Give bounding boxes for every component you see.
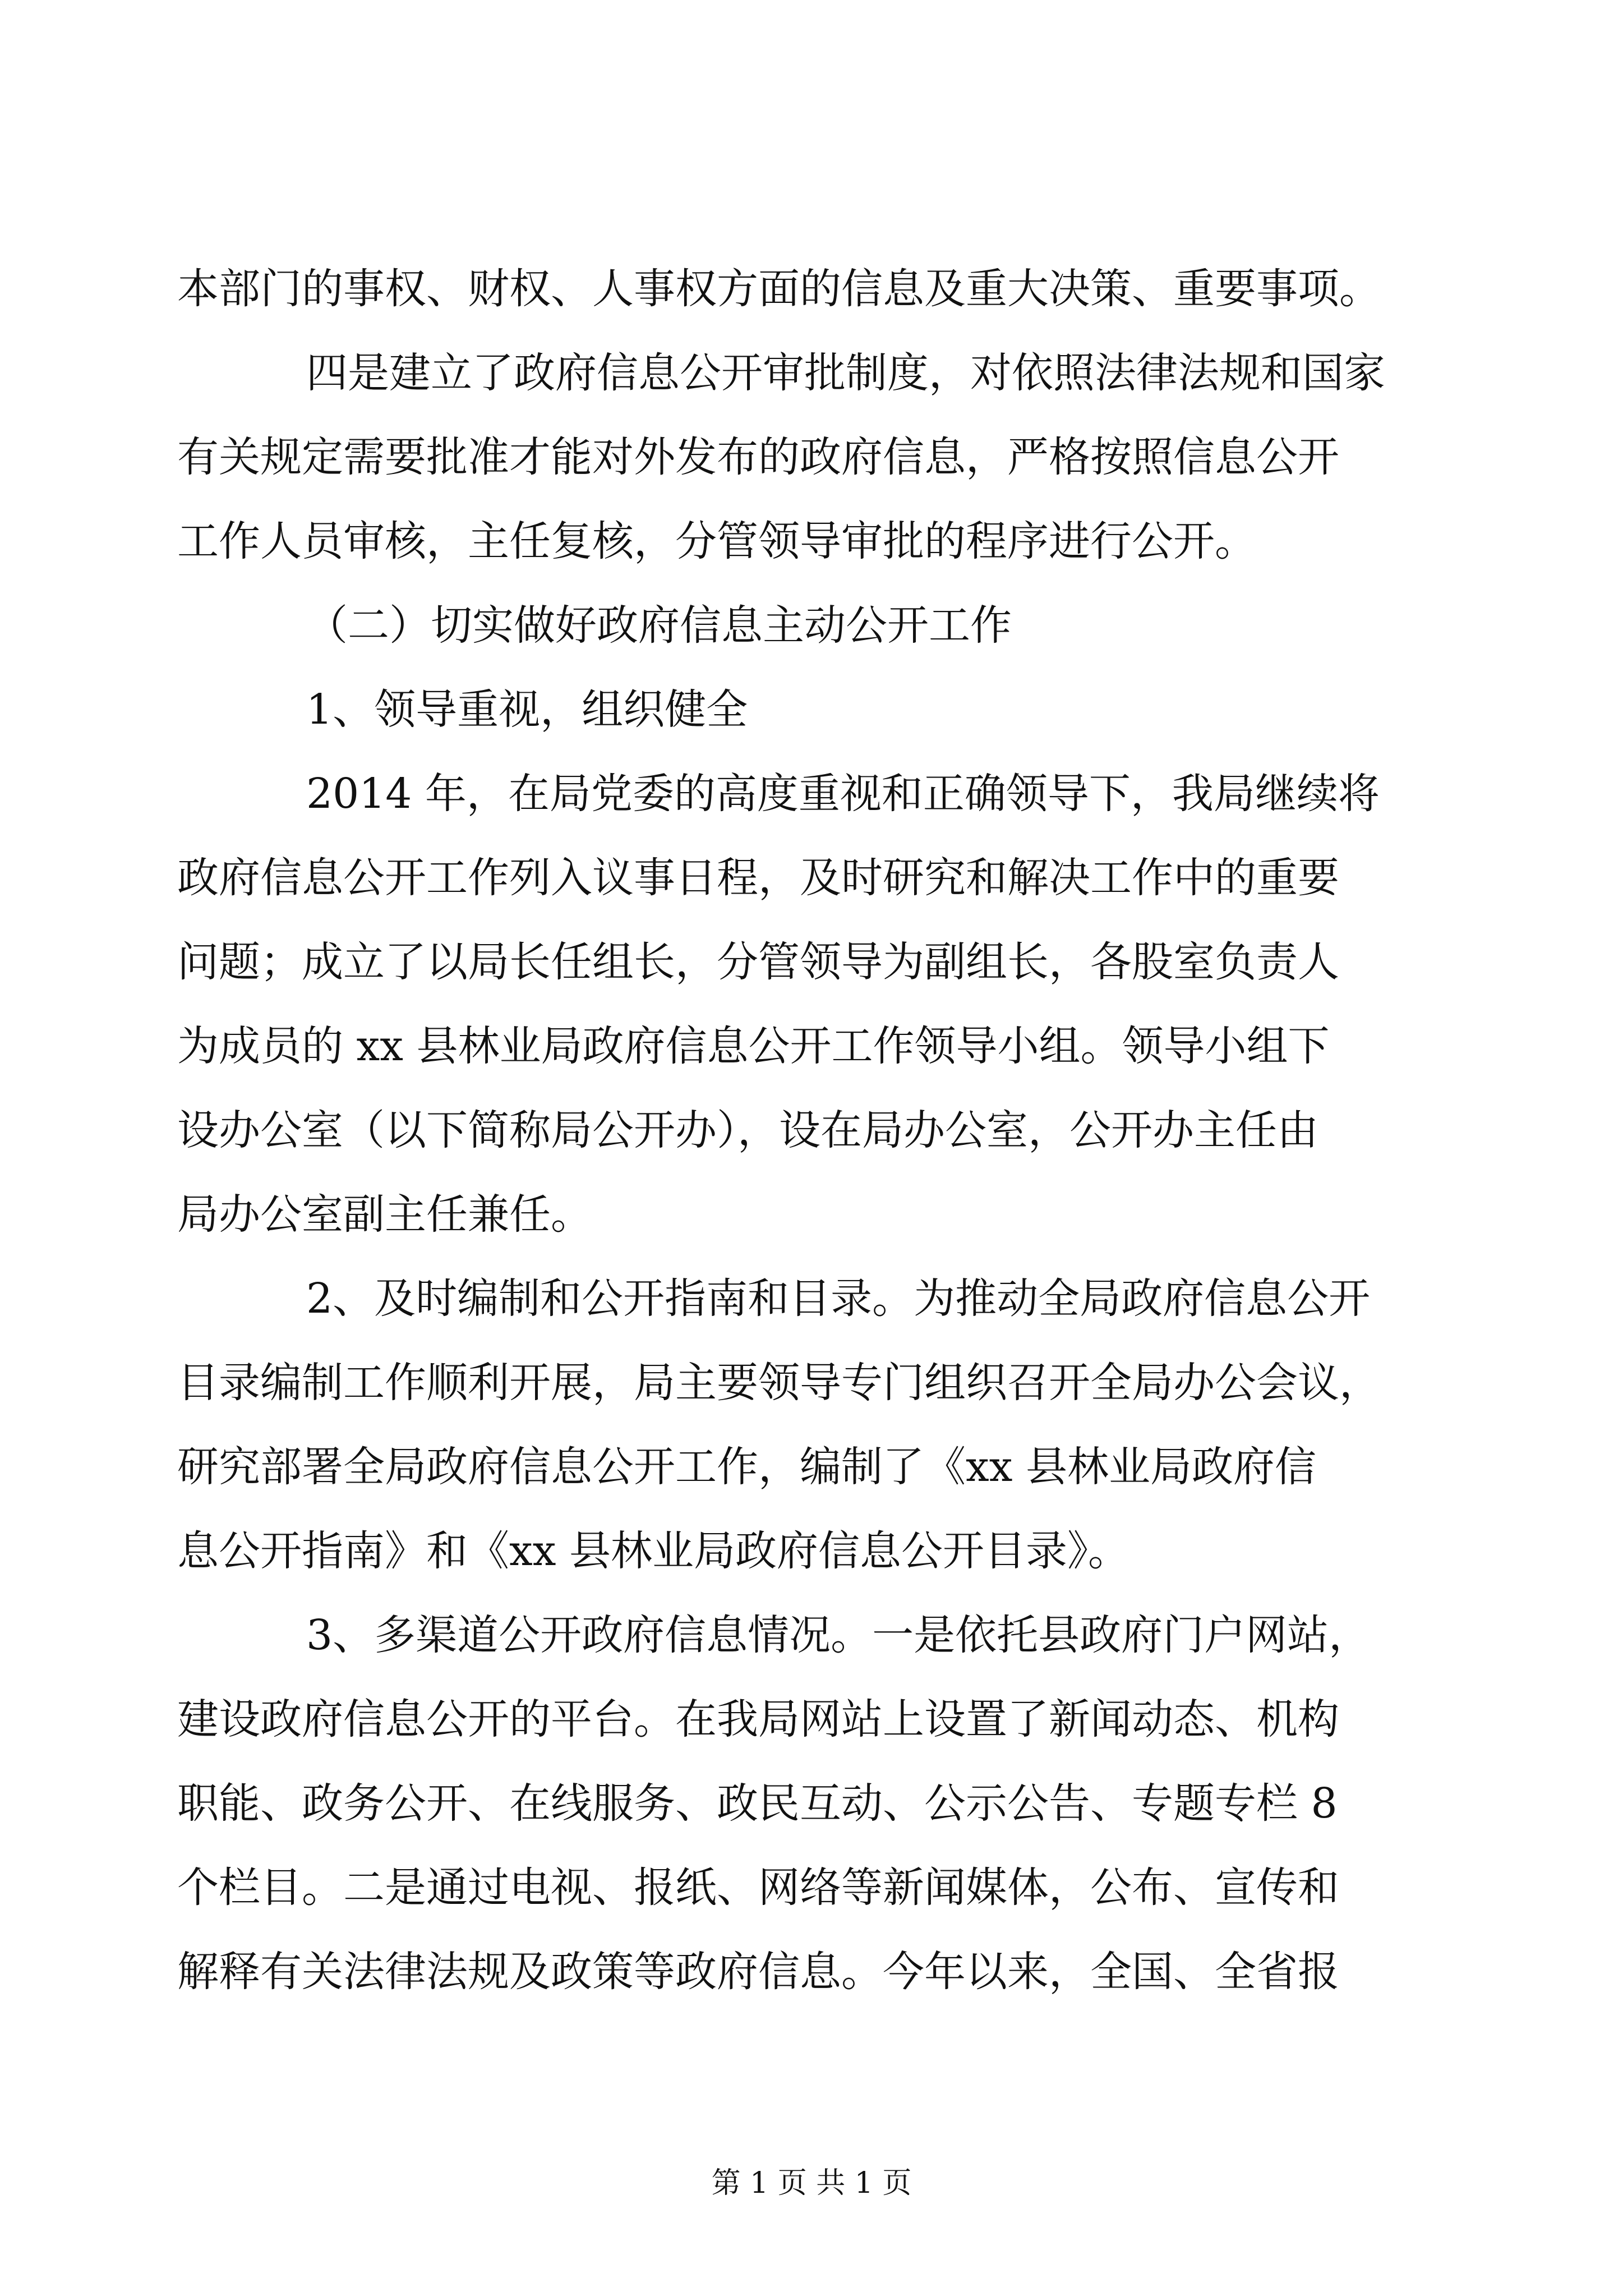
text-line: 本部门的事权、财权、人事权方面的信息及重大决策、重要事项。 xyxy=(177,265,1381,313)
text-line: 政府信息公开工作列入议事日程，及时研究和解决工作中的重要 xyxy=(177,854,1339,902)
text-line: 为成员的 xx 县林业局政府信息公开工作领导小组。领导小组下 xyxy=(177,1022,1330,1070)
text-line: 局办公室副主任兼任。 xyxy=(177,1190,592,1239)
document-body xyxy=(177,247,1445,2014)
text-line: 2、及时编制和公开指南和目录。为推动全局政府信息公开 xyxy=(306,1274,1371,1323)
text-line: 息公开指南》和《xx 县林业局政府信息公开目录》。 xyxy=(177,1527,1129,1575)
text-line: 研究部署全局政府信息公开工作，编制了《xx 县林业局政府信 xyxy=(177,1443,1316,1491)
section-heading: （二）切实做好政府信息主动公开工作 xyxy=(306,601,1012,650)
text-line: 建设政府信息公开的平台。在我局网站上设置了新闻动态、机构 xyxy=(177,1695,1339,1743)
text-line: 问题；成立了以局长任组长，分管领导为副组长，各股室负责人 xyxy=(177,938,1339,986)
text-line: 解释有关法律法规及政策等政府信息。今年以来，全国、全省报 xyxy=(177,1948,1339,1996)
page-footer xyxy=(0,2161,1623,2206)
text-line: 2014 年，在局党委的高度重视和正确领导下，我局继续将 xyxy=(306,770,1380,818)
text-line: 3、多渠道公开政府信息情况。一是依托县政府门户网站， xyxy=(306,1611,1371,1659)
text-line: 工作人员审核，主任复核，分管领导审批的程序进行公开。 xyxy=(177,517,1256,565)
subsection-heading: 1、领导重视，组织健全 xyxy=(306,685,748,734)
text-line: 职能、政务公开、在线服务、政民互动、公示公告、专题专栏 8 xyxy=(177,1779,1338,1828)
text-line: 设办公室（以下简称局公开办），设在局办公室，公开办主任由 xyxy=(177,1106,1318,1154)
text-line: 有关规定需要批准才能对外发布的政府信息，严格按照信息公开 xyxy=(177,433,1339,481)
text-line: 个栏目。二是通过电视、报纸、网络等新闻媒体，公布、宣传和 xyxy=(177,1864,1339,1912)
page-number: 第 1 页 共 1 页 xyxy=(711,2166,912,2200)
text-line: 四是建立了政府信息公开审批制度，对依照法律法规和国家 xyxy=(306,349,1385,397)
text-line: 目录编制工作顺利开展，局主要领导专门组织召开全局办公会议， xyxy=(177,1359,1381,1407)
